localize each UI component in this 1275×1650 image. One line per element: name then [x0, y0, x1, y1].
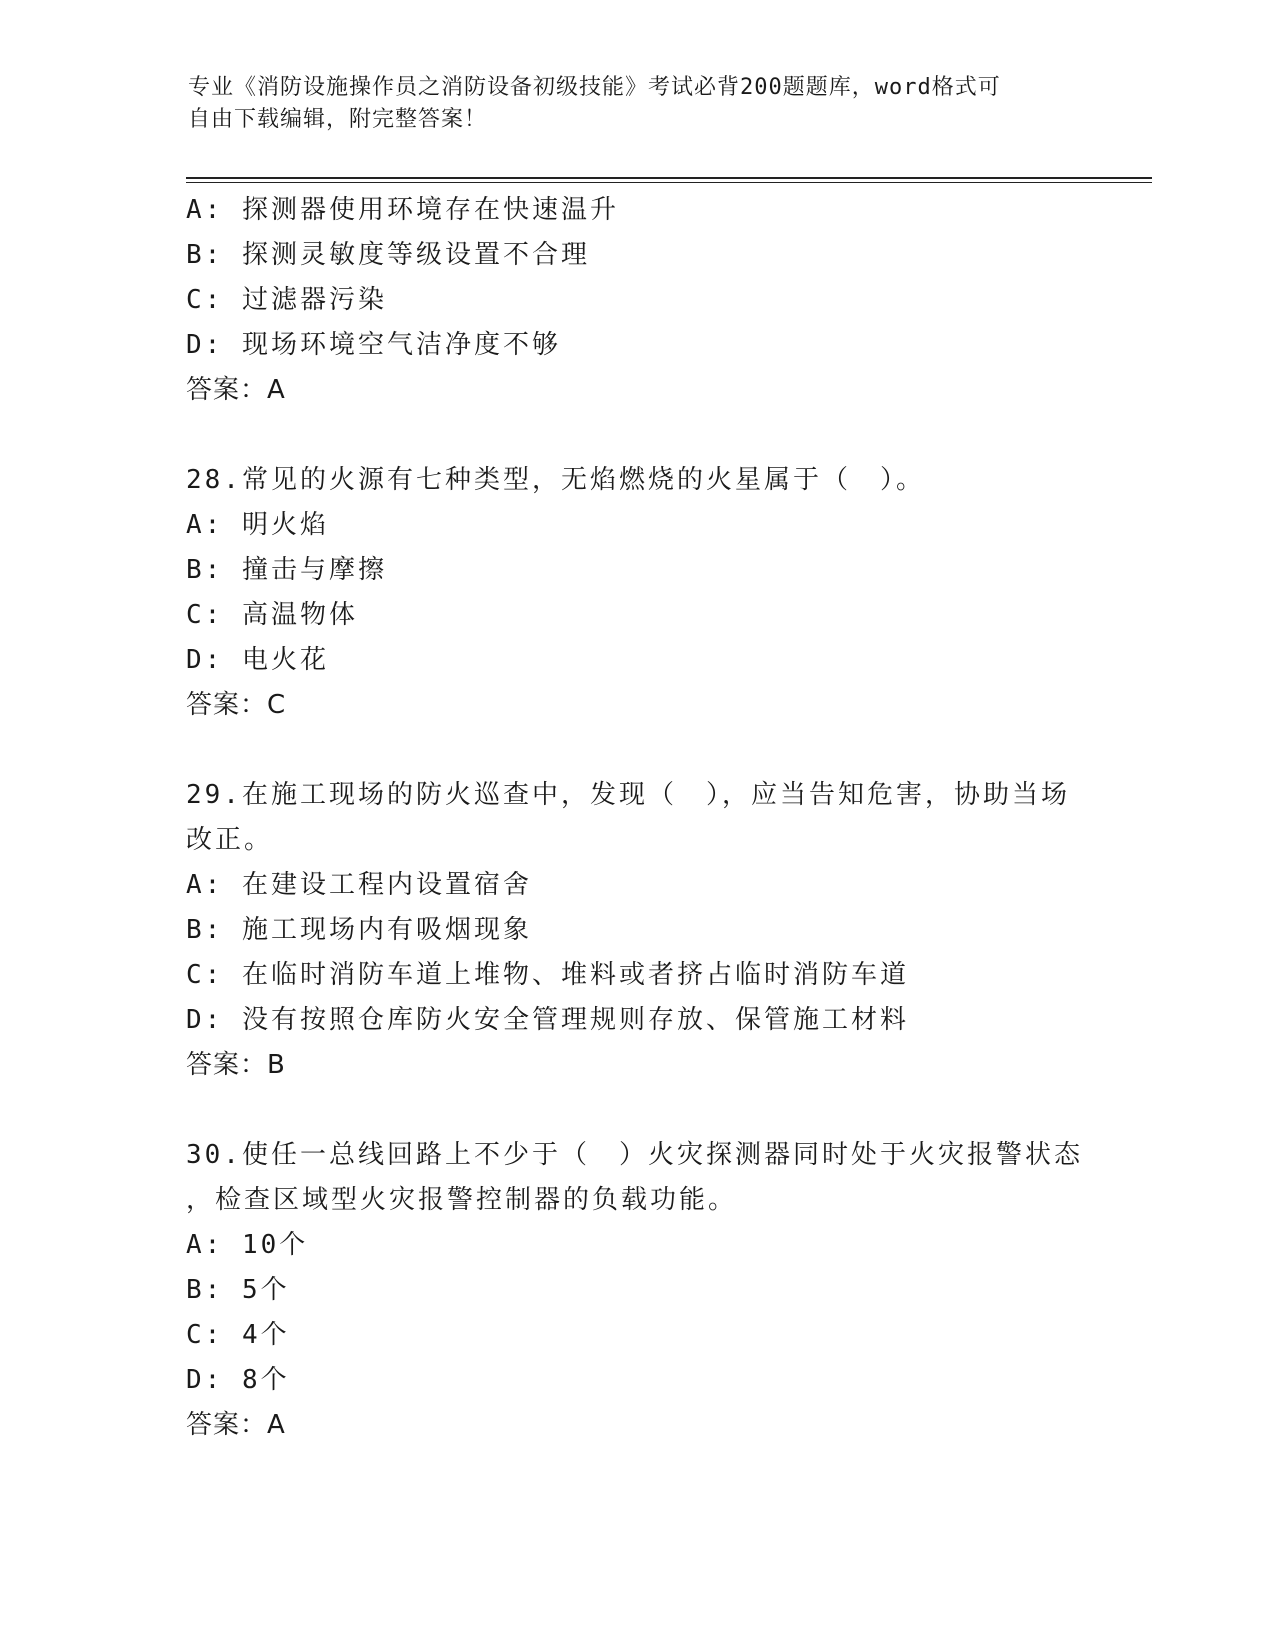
- q28-stem: 28.常见的火源有七种类型，无焰燃烧的火星属于（ ）。: [186, 465, 925, 495]
- header-line-2: 自由下载编辑，附完整答案！: [188, 107, 488, 132]
- q30-option-a: A: 10个: [186, 1230, 309, 1260]
- header-rule-thick: [186, 177, 1152, 179]
- q29-option-b: B: 施工现场内有吸烟现象: [186, 915, 532, 945]
- q29-option-a: A: 在建设工程内设置宿舍: [186, 870, 532, 900]
- q30-stem-line-1: 30.使任一总线回路上不少于（ ）火灾探测器同时处于火灾报警状态: [186, 1140, 1083, 1170]
- q29-answer: 答案：B: [186, 1050, 286, 1080]
- q30-option-c: C: 4个: [186, 1320, 290, 1350]
- q28-answer: 答案：C: [186, 690, 287, 720]
- q28-option-a: A: 明火焰: [186, 510, 329, 540]
- q30-answer: 答案：A: [186, 1410, 286, 1440]
- header-rule-thin: [186, 182, 1152, 183]
- q27-option-a: A: 探测器使用环境存在快速温升: [186, 195, 619, 225]
- q27-answer: 答案：A: [186, 375, 286, 405]
- header-line-1: 专业《消防设施操作员之消防设备初级技能》考试必背200题题库，word格式可: [188, 75, 1001, 100]
- q30-option-b: B: 5个: [186, 1275, 290, 1305]
- q30-stem-line-2: ，检查区域型火灾报警控制器的负载功能。: [186, 1185, 738, 1215]
- q29-option-c: C: 在临时消防车道上堆物、堆料或者挤占临时消防车道: [186, 960, 909, 990]
- q29-option-d: D: 没有按照仓库防火安全管理规则存放、保管施工材料: [186, 1005, 909, 1035]
- q28-option-b: B: 撞击与摩擦: [186, 555, 387, 585]
- q29-stem-line-1: 29.在施工现场的防火巡查中，发现（ ），应当告知危害，协助当场: [186, 780, 1070, 810]
- q28-option-d: D: 电火花: [186, 645, 329, 675]
- q29-stem-line-2: 改正。: [186, 825, 274, 855]
- q27-option-c: C: 过滤器污染: [186, 285, 387, 315]
- document-header: [188, 72, 1068, 136]
- q30-option-d: D: 8个: [186, 1365, 290, 1395]
- q28-option-c: C: 高温物体: [186, 600, 358, 630]
- q27-option-d: D: 现场环境空气洁净度不够: [186, 330, 561, 360]
- q27-option-b: B: 探测灵敏度等级设置不合理: [186, 240, 590, 270]
